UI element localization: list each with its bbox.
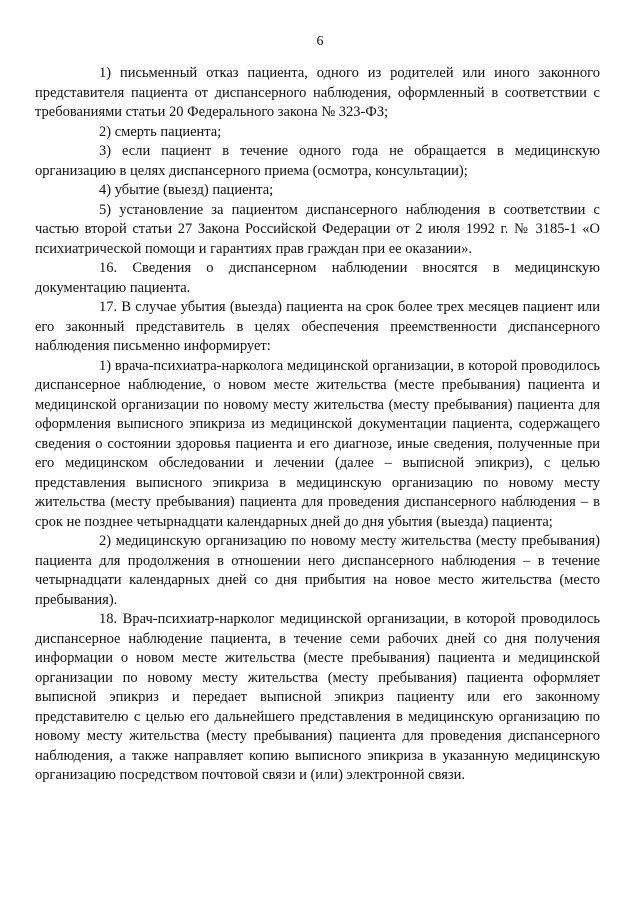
paragraph-item-4-departure: 4) убытие (выезд) пациента; — [99, 182, 274, 198]
paragraph-item-3-no-visit: 3) если пациент в течение одного года не обращается в медицинскую организацию в целях диспансерного приема (осмотра, консультации); — [35, 143, 600, 179]
paragraph-clause-17: 17. В случае убытия (выезда) пациента на срок более трех месяцев пациент или его законный представитель в целях обеспечения преемственности диспансерного наблюдения письменно информирует: — [35, 299, 600, 354]
paragraph-item-2-death: 2) смерть пациента; — [99, 123, 222, 140]
paragraph-clause-17-item-2: 2) медицинскую организацию по новому месту жительства (месту пребывания) пациента для продолжения в отношении него диспансерного наблюдения – в течение четырнадцати календарных дней со дня прибытия на новое место жительства (место пребывания). — [35, 533, 600, 608]
document-body — [35, 64, 600, 786]
paragraph-clause-18: 18. Врач-психиатр-нарколог медицинской организации, в которой проводилось диспансерное наблюдение пациента, в течение семи рабочих дней со дня получения информации о новом месте жительства (месте пребывания) пациента и медицинской организации по новому месту жительства (месту пребывания) пациента оформляет выписной эпикриз и передает выписной эпикриз пациенту или его законному представителю с целью его дальнейшего представления в медицинскую организацию по новому месту жительства (месту пребывания) пациента для проведения диспансерного наблюдения, а также направляет копию выписного эпикриза в указанную медицинскую организацию посредством почтовой связи и (или) электронной связи. — [35, 611, 600, 783]
paragraph-item-5-psychiatric-observation: 5) установление за пациентом диспансерного наблюдения в соответствии с частью второй статьи 27 Закона Российской Федерации от 2 июля 1992 г. № 3185-1 «О психиатрической помощи и гарантиях прав граждан при ее оказании». — [35, 201, 600, 257]
page-number: 6 — [316, 34, 324, 49]
paragraph-clause-17-item-1: 1) врача-психиатра-нарколога медицинской организации, в которой проводилось диспансерное наблюдение, о новом месте жительства (месте пребывания) пациента и медицинской организации по новому месту жительства (месту пребывания) пациента для оформления выписного эпикриза из медицинской документации пациента, содержащего сведения о состоянии здоровья пациента и его диагнозе, иные сведения, полученные при его медицинском обследовании и лечении (далее – выписной эпикриз), с целью представления выписного эпикриза в медицинскую организацию по новому месту жительства (месту пребывания) пациента для проведения диспансерного наблюдения – в срок не позднее четырнадцати календарных дней до дня убытия (выезда) пациента; — [35, 357, 600, 530]
paragraph-item-1-written-refusal: 1) письменный отказ пациента, одного из родителей или иного законного представителя пациента от диспансерного наблюдения, оформленный в соответствии с требованиями статьи 20 Федерального закона № 323-ФЗ; — [35, 65, 600, 120]
paragraph-clause-16: 16. Сведения о диспансерном наблюдении вносятся в медицинскую документацию пациента. — [35, 260, 600, 296]
